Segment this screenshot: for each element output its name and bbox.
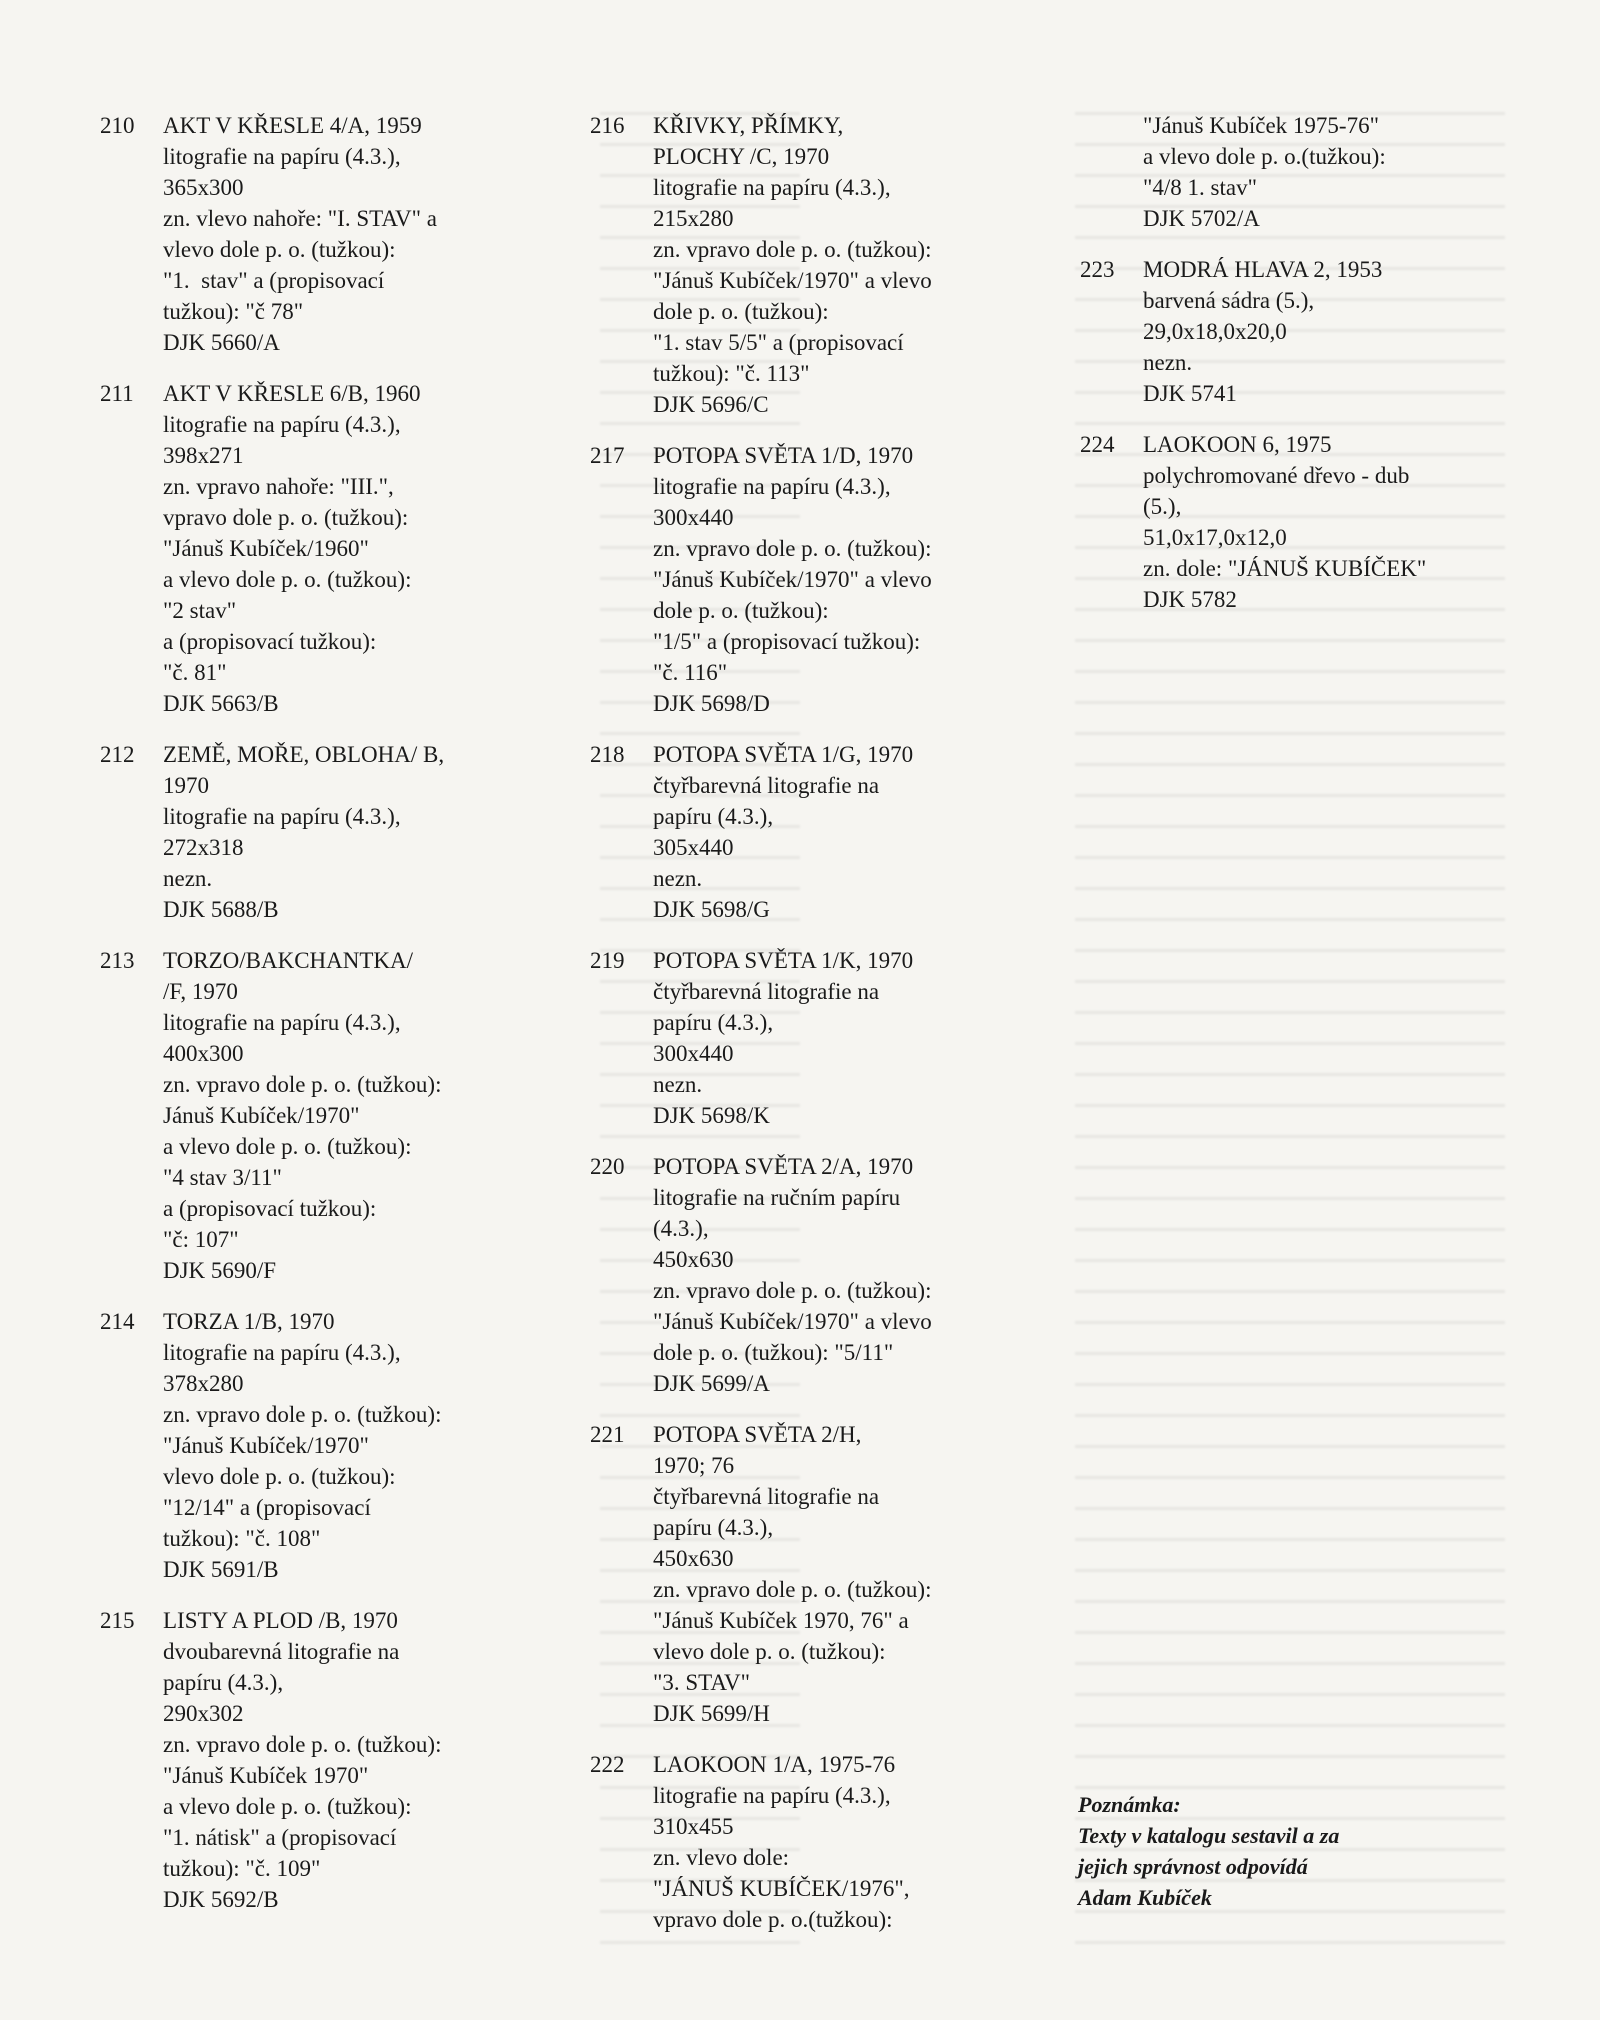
note-text: Adam Kubíček [1078,1885,1212,1910]
entry-line: "1. stav" a (propisovací [163,268,385,293]
entry-line: DJK 5698/K [653,1103,770,1128]
entry-line: "Jánuš Kubíček/1970" [163,1433,369,1458]
entry-line: 365x300 [163,175,244,200]
entry-line: 305x440 [653,835,734,860]
entry-line: 400x300 [163,1041,244,1066]
entry-line: 272x318 [163,835,244,860]
entry-line: vlevo dole p. o. (tužkou): [163,237,396,262]
entry-line: a vlevo dole p. o. (tužkou): [163,1794,412,1819]
entry-line: a vlevo dole p. o.(tužkou): [1143,144,1386,169]
entry-line: "3. STAV" [653,1670,751,1695]
entry-line: a vlevo dole p. o. (tužkou): [163,1134,412,1159]
entry-line: "Jánuš Kubíček 1970, 76" a [653,1608,909,1633]
entry-line: PLOCHY /C, 1970 [653,144,830,169]
entry-number: 215 [100,1608,135,1633]
entry-line: litografie na papíru (4.3.), [163,1010,401,1035]
note-heading: Poznámka: [1078,1792,1181,1817]
entry-title: LISTY A PLOD /B, 1970 [163,1608,398,1633]
entry-line: "Jánuš Kubíček/1970" a vlevo [653,567,932,592]
entry-line: čtyřbarevná litografie na [653,979,880,1004]
entry-line: zn. vlevo dole: [653,1845,790,1870]
entry-line: nezn. [1143,350,1193,375]
entry-line: "1. stav 5/5" a (propisovací [653,330,904,355]
entry-title: POTOPA SVĚTA 2/H, [653,1422,862,1447]
entry-body [163,945,560,1286]
entry-line: litografie na ručním papíru [653,1185,901,1210]
entry-line: čtyřbarevná litografie na [653,1484,880,1509]
entry-number: 216 [590,113,625,138]
entry-line: "1/5" a (propisovací tužkou): [653,629,921,654]
catalog-entry [590,110,1060,420]
entry-line: "2 stav" [163,598,237,623]
entry-number: 210 [100,113,135,138]
entry-line: nezn. [163,866,213,891]
entry-line: DJK 5696/C [653,392,769,417]
entry-line: "č: 107" [163,1227,239,1252]
entry-line: tužkou): "č. 113" [653,361,810,386]
entry-line: DJK 5663/B [163,691,279,716]
entry-title: POTOPA SVĚTA 1/D, 1970 [653,443,914,468]
note [1078,1789,1339,1913]
entry-line: 51,0x17,0x12,0 [1143,525,1287,550]
entry-title: LAOKOON 6, 1975 [1143,432,1332,457]
entry-line: (5.), [1143,494,1182,519]
entry-line: 1970 [163,773,209,798]
catalog-entry [590,1419,1060,1729]
note-text: Texty v katalogu sestavil a za [1078,1823,1340,1848]
entry-body [163,1605,560,1915]
entry-line: a (propisovací tužkou): [163,629,377,654]
catalog-entry [100,1306,560,1585]
entry-line: DJK 5702/A [1143,206,1260,231]
entry-line: litografie na papíru (4.3.), [653,1783,891,1808]
entry-line: "4 stav 3/11" [163,1165,282,1190]
entry-line: "JÁNUŠ KUBÍČEK/1976", [653,1876,910,1901]
entry-title: POTOPA SVĚTA 1/G, 1970 [653,742,914,767]
entry-line: DJK 5782 [1143,587,1237,612]
entry-title: KŘIVKY, PŘÍMKY, [653,113,844,138]
entry-line: zn. vpravo dole p. o. (tužkou): [653,1278,932,1303]
entry-line: litografie na papíru (4.3.), [653,175,891,200]
column-3 [1080,110,1520,635]
entry-body [1143,254,1520,409]
entry-line: 450x630 [653,1247,734,1272]
catalog-entry-continuation [1080,110,1520,234]
entry-title: POTOPA SVĚTA 2/A, 1970 [653,1154,914,1179]
catalog-entry [1080,429,1520,615]
catalog-entry [100,739,560,925]
column-2 [590,110,1060,1955]
entry-line: 398x271 [163,443,244,468]
entry-line: 1970; 76 [653,1453,735,1478]
entry-body [653,1419,1060,1729]
entry-line: dole p. o. (tužkou): "5/11" [653,1340,894,1365]
entry-line: zn. vpravo dole p. o. (tužkou): [653,536,932,561]
entry-body [653,110,1060,420]
catalog-entry [100,945,560,1286]
entry-line: vlevo dole p. o. (tužkou): [163,1464,396,1489]
entry-line: nezn. [653,1072,703,1097]
entry-line: DJK 5688/B [163,897,279,922]
entry-line: /F, 1970 [163,979,238,1004]
entry-line: čtyřbarevná litografie na [653,773,880,798]
entry-line: "č. 116" [653,660,728,685]
catalog-entry [100,110,560,358]
entry-line: vpravo dole p. o.(tužkou): [653,1907,893,1932]
entry-number: 219 [590,948,625,973]
catalog-entry [100,378,560,719]
entry-line: dvoubarevná litografie na [163,1639,400,1664]
entry-number: 222 [590,1752,625,1777]
entry-title: POTOPA SVĚTA 1/K, 1970 [653,948,914,973]
entry-line: a vlevo dole p. o. (tužkou): [163,567,412,592]
entry-line: papíru (4.3.), [163,1670,284,1695]
catalog-entry [1080,254,1520,409]
entry-line: 450x630 [653,1546,734,1571]
entry-line: DJK 5741 [1143,381,1237,406]
entry-body [653,739,1060,925]
entry-line: 300x440 [653,505,734,530]
entry-line: 310x455 [653,1814,734,1839]
entry-line: zn. vpravo dole p. o. (tužkou): [163,1732,442,1757]
entry-line: zn. vpravo dole p. o. (tužkou): [163,1402,442,1427]
entry-line: litografie na papíru (4.3.), [163,412,401,437]
entry-body [653,1749,1060,1935]
catalog-entry [590,945,1060,1131]
entry-body [163,1306,560,1585]
entry-number: 211 [100,381,134,406]
catalog-entry [590,440,1060,719]
entry-line: "Jánuš Kubíček/1970" a vlevo [653,1309,932,1334]
entry-line: DJK 5699/H [653,1701,770,1726]
catalog-entry [590,1151,1060,1399]
entry-number: 212 [100,742,135,767]
entry-line: tužkou): "č. 108" [163,1526,321,1551]
entry-line: "4/8 1. stav" [1143,175,1257,200]
entry-line: papíru (4.3.), [653,1010,774,1035]
entry-title: AKT V KŘESLE 6/B, 1960 [163,381,421,406]
catalog-entry [590,739,1060,925]
note-text: jejich správnost odpovídá [1078,1854,1308,1879]
entry-line: tužkou): "č 78" [163,299,304,324]
entry-line: DJK 5690/F [163,1258,277,1283]
entry-line: a (propisovací tužkou): [163,1196,377,1221]
entry-body [163,378,560,719]
entry-number [1080,110,1143,234]
entry-line: DJK 5699/A [653,1371,770,1396]
entry-line: "Jánuš Kubíček 1970" [163,1763,369,1788]
entry-title: "Jánuš Kubíček 1975-76" [1143,113,1379,138]
entry-line: vpravo dole p. o. (tužkou): [163,505,409,530]
entry-line: DJK 5698/D [653,691,770,716]
entry-line: DJK 5698/G [653,897,770,922]
entry-line: zn. vlevo nahoře: "I. STAV" a [163,206,437,231]
entry-line: "č. 81" [163,660,227,685]
entry-line: vlevo dole p. o. (tužkou): [653,1639,886,1664]
entry-title: TORZO/BAKCHANTKA/ [163,948,414,973]
entry-line: DJK 5692/B [163,1887,279,1912]
entry-line: barvená sádra (5.), [1143,288,1315,313]
entry-line: zn. vpravo dole p. o. (tužkou): [653,237,932,262]
entry-line: zn. vpravo nahoře: "III.", [163,474,394,499]
entry-body [653,440,1060,719]
entry-line: Jánuš Kubíček/1970" [163,1103,360,1128]
catalog-entry [100,1605,560,1915]
entry-number: 214 [100,1309,135,1334]
entry-line: papíru (4.3.), [653,804,774,829]
entry-line: "Jánuš Kubíček/1970" a vlevo [653,268,932,293]
entry-line: "1. nátisk" a (propisovací [163,1825,397,1850]
entry-number: 217 [590,443,625,468]
entry-line: tužkou): "č. 109" [163,1856,321,1881]
entry-line: (4.3.), [653,1216,709,1241]
entry-line: 215x280 [653,206,734,231]
entry-line: litografie na papíru (4.3.), [163,1340,401,1365]
entry-body [1143,429,1520,615]
entry-body [163,739,560,925]
entry-number: 220 [590,1154,625,1179]
entry-line: DJK 5660/A [163,330,280,355]
entry-line: dole p. o. (tužkou): [653,598,829,623]
entry-line: papíru (4.3.), [653,1515,774,1540]
entry-line: 300x440 [653,1041,734,1066]
entry-number: 221 [590,1422,625,1447]
entry-line: zn. vpravo dole p. o. (tužkou): [653,1577,932,1602]
entry-body [653,1151,1060,1399]
entry-body [163,110,560,358]
column-1 [100,110,560,1935]
entry-title: MODRÁ HLAVA 2, 1953 [1143,257,1383,282]
entry-line: polychromované dřevo - dub [1143,463,1410,488]
entry-line: 378x280 [163,1371,244,1396]
entry-line: 290x302 [163,1701,244,1726]
entry-body [653,945,1060,1131]
entry-title: LAOKOON 1/A, 1975-76 [653,1752,896,1777]
entry-number: 213 [100,948,135,973]
entry-body [1143,110,1520,234]
entry-line: dole p. o. (tužkou): [653,299,829,324]
entry-line: "Jánuš Kubíček/1960" [163,536,369,561]
catalog-entry [590,1749,1060,1935]
entry-line: 29,0x18,0x20,0 [1143,319,1287,344]
entry-line: zn. vpravo dole p. o. (tužkou): [163,1072,442,1097]
entry-line: litografie na papíru (4.3.), [163,144,401,169]
entry-number: 218 [590,742,625,767]
entry-number: 224 [1080,432,1115,457]
entry-line: litografie na papíru (4.3.), [653,474,891,499]
entry-line: litografie na papíru (4.3.), [163,804,401,829]
entry-line: DJK 5691/B [163,1557,279,1582]
entry-number: 223 [1080,257,1115,282]
entry-title: TORZA 1/B, 1970 [163,1309,335,1334]
entry-line: zn. dole: "JÁNUŠ KUBÍČEK" [1143,556,1427,581]
entry-line: nezn. [653,866,703,891]
entry-title: AKT V KŘESLE 4/A, 1959 [163,113,422,138]
entry-title: ZEMĚ, MOŘE, OBLOHA/ B, [163,742,445,767]
entry-line: "12/14" a (propisovací [163,1495,371,1520]
